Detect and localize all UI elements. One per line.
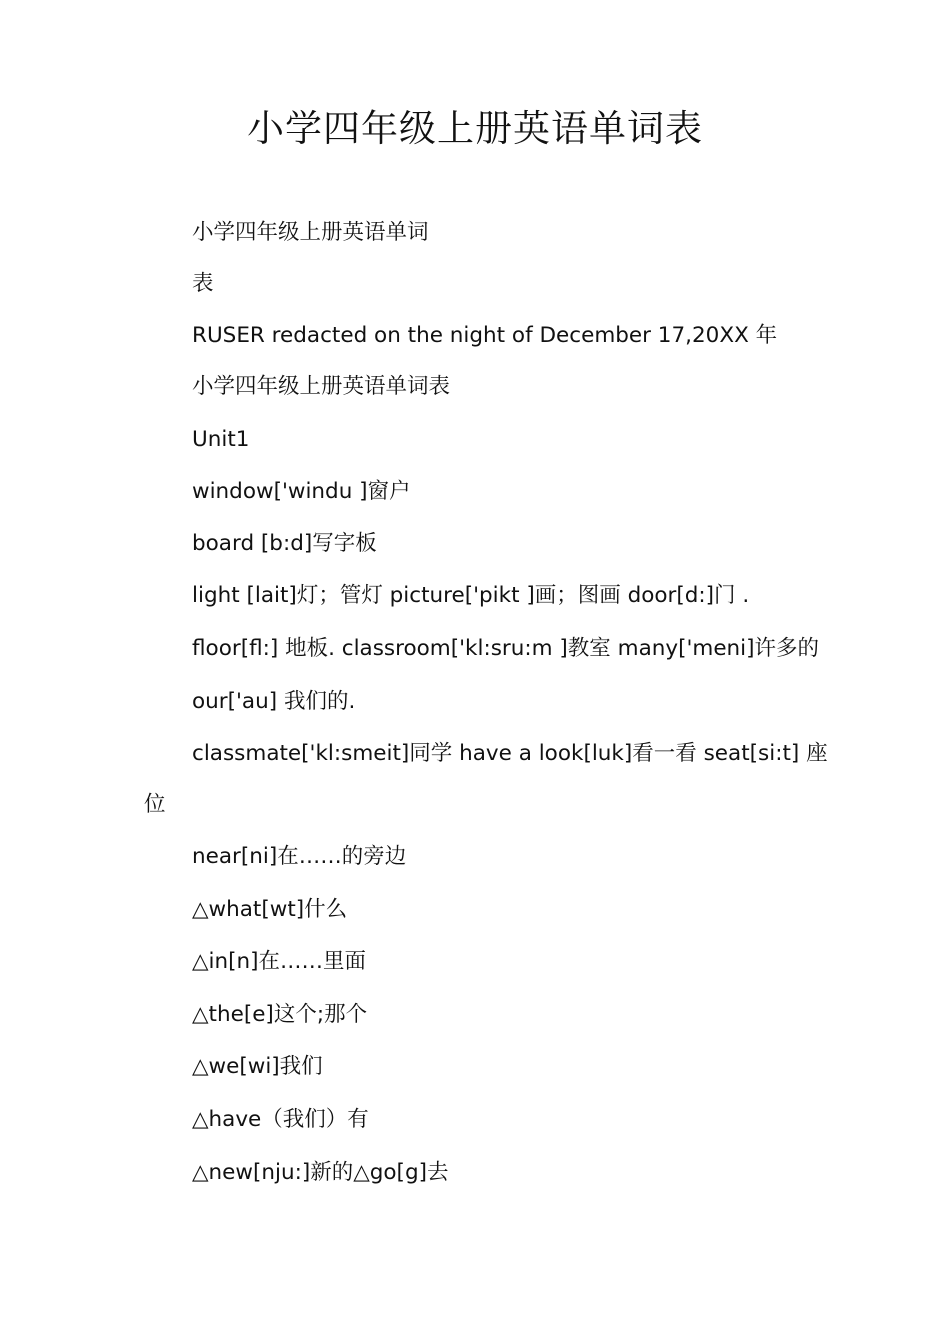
text-line: △new[nju:]新的△go[g]去 xyxy=(192,1160,449,1185)
text-line: △we[wi]我们 xyxy=(192,1054,323,1079)
text-line: window['windu ]窗户 xyxy=(192,479,411,504)
text-line: our['au] 我们的. xyxy=(192,689,356,714)
text-line: 表 xyxy=(192,271,214,296)
text-line: floor[fl:] 地板. classroom['kl:sru:m ]教室 many['meni]许多的 xyxy=(192,636,820,661)
text-line: Unit1 xyxy=(192,427,250,452)
text-line: 小学四年级上册英语单词表 xyxy=(192,374,451,399)
text-line: classmate['kl:smeit]同学 have a look[luk]看一看 seat[si:t] 座 xyxy=(192,741,828,766)
document-title: 小学四年级上册英语单词表 xyxy=(247,107,703,150)
text-line: △what[wt]什么 xyxy=(192,897,348,922)
text-line: 小学四年级上册英语单词 xyxy=(192,220,429,245)
text-line: light [lait]灯；管灯 picture['pikt ]画；图画 door[d:]门 . xyxy=(192,583,750,608)
text-line: 位 xyxy=(144,792,166,817)
text-line: RUSER redacted on the night of December 17,20XX 年 xyxy=(192,323,778,348)
text-line: △the[e]这个;那个 xyxy=(192,1002,368,1027)
text-line: near[ni]在……的旁边 xyxy=(192,844,407,869)
text-line: △in[n]在……里面 xyxy=(192,949,367,974)
text-line: △have（我们）有 xyxy=(192,1107,369,1132)
text-line: board [b:d]写字板 xyxy=(192,531,377,556)
